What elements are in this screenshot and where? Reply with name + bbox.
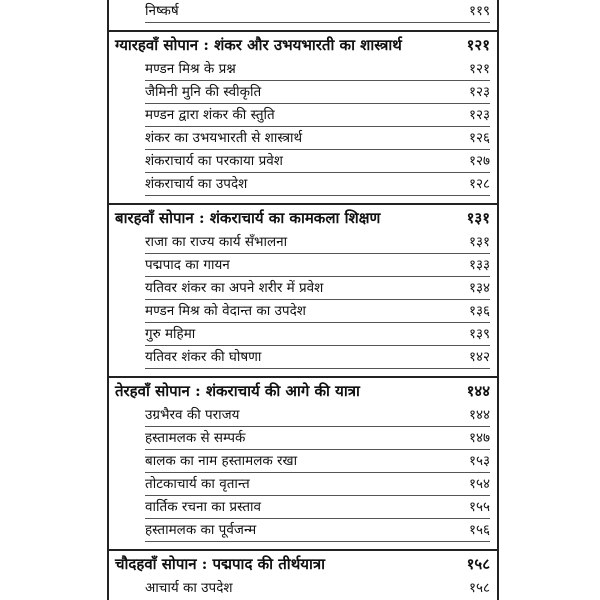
chapter-page: १२१ — [466, 36, 490, 54]
chapter-page: १५८ — [466, 555, 490, 573]
toc-entry — [145, 174, 490, 194]
entry-page: १३१ — [468, 234, 490, 250]
entry-underline — [145, 22, 490, 23]
entry-title: तोटकाचार्य का वृतान्त — [145, 476, 250, 492]
entry-page: १२६ — [468, 130, 490, 146]
toc-entry — [145, 128, 490, 148]
entry-page: १३६ — [468, 303, 490, 319]
left-border-line — [107, 0, 109, 600]
entry-page: १२१ — [468, 61, 490, 77]
entry-title: यतिवर शंकर की घोषणा — [145, 349, 262, 365]
entry-title: मण्डन मिश्र को वेदान्त का उपदेश — [145, 303, 306, 319]
section-divider — [107, 549, 499, 551]
entry-page: १५५ — [468, 499, 490, 515]
chapter-page: १३१ — [466, 209, 490, 227]
chapter-title: चौदहवाँ सोपान : पद्मपाद की तीर्थयात्रा — [115, 555, 326, 573]
entry-page: १५८ — [468, 580, 490, 596]
entry-underline — [145, 449, 490, 450]
right-border-line — [497, 0, 499, 600]
toc-entry — [145, 451, 490, 471]
toc-entry — [145, 520, 490, 540]
entry-title: बालक का नाम हस्तामलक रखा — [145, 453, 298, 469]
entry-underline — [145, 299, 490, 300]
entry-page: १३९ — [468, 326, 490, 342]
toc-entry — [145, 347, 490, 367]
entry-title: उग्रभैरव की पराजय — [145, 407, 240, 423]
entry-title: निष्कर्ष — [145, 3, 179, 19]
entry-page: १२३ — [468, 84, 490, 100]
entry-title: शंकराचार्य का परकाया प्रवेश — [145, 153, 283, 169]
toc-entry — [145, 578, 490, 598]
entry-page: १२३ — [468, 107, 490, 123]
entry-page: १२७ — [468, 153, 490, 169]
entry-underline — [145, 103, 490, 104]
toc-entry — [145, 324, 490, 344]
chapter-heading — [115, 381, 490, 401]
entry-underline — [145, 276, 490, 277]
chapter-page: १४४ — [466, 382, 490, 400]
entry-title: शंकर का उभयभारती से शास्त्रार्थ — [145, 130, 303, 146]
toc-entry — [145, 474, 490, 494]
entry-title: यतिवर शंकर का अपने शरीर में प्रवेश — [145, 280, 324, 296]
entry-page: १३४ — [468, 280, 490, 296]
entry-page: १४७ — [468, 430, 490, 446]
entry-title: पद्मपाद का गायन — [145, 257, 230, 273]
entry-underline — [145, 495, 490, 496]
toc-entry — [145, 405, 490, 425]
entry-page: १४२ — [468, 349, 490, 365]
entry-page: १२८ — [468, 176, 490, 192]
entry-underline — [145, 426, 490, 427]
entry-title: हस्तामलक से सम्पर्क — [145, 430, 246, 446]
entry-underline — [145, 368, 490, 369]
entry-title: मण्डन मिश्र के प्रश्न — [145, 61, 236, 77]
entry-title: जैमिनी मुनि की स्वीकृति — [145, 84, 262, 100]
entry-title: शंकराचार्य का उपदेश — [145, 176, 248, 192]
chapter-title: ग्यारहवाँ सोपान : शंकर और उभयभारती का शास्त्रार्थ — [115, 36, 402, 54]
toc-entry — [145, 428, 490, 448]
entry-underline — [145, 322, 490, 323]
entry-page: १३३ — [468, 257, 490, 273]
chapter-heading — [115, 554, 490, 574]
section-divider — [107, 30, 499, 32]
toc-entry — [145, 105, 490, 125]
toc-entry — [145, 82, 490, 102]
entry-underline — [145, 149, 490, 150]
chapter-title: बारहवाँ सोपान : शंकराचार्य का कामकला शिक्षण — [115, 209, 381, 227]
toc-entry — [145, 59, 490, 79]
entry-underline — [145, 80, 490, 81]
entry-title: वार्तिक रचना का प्रस्ताव — [145, 499, 262, 515]
entry-underline — [145, 345, 490, 346]
entry-page: १५४ — [468, 476, 490, 492]
entry-page: १५६ — [468, 522, 490, 538]
entry-underline — [145, 126, 490, 127]
entry-underline — [145, 518, 490, 519]
entry-underline — [145, 172, 490, 173]
entry-page: १४४ — [468, 407, 490, 423]
toc-entry — [145, 1, 490, 21]
entry-underline — [145, 253, 490, 254]
entry-page: ११९ — [468, 3, 490, 19]
chapter-title: तेरहवाँ सोपान : शंकराचार्य की आगे की यात्रा — [115, 382, 360, 400]
toc-entry — [145, 232, 490, 252]
entry-underline — [145, 472, 490, 473]
entry-underline — [145, 195, 490, 196]
entry-title: आचार्य का उपदेश — [145, 580, 233, 596]
section-divider — [107, 203, 499, 205]
toc-entry — [145, 278, 490, 298]
toc-entry — [145, 301, 490, 321]
chapter-heading — [115, 35, 490, 55]
entry-underline — [145, 541, 490, 542]
toc-entry — [145, 497, 490, 517]
section-divider — [107, 376, 499, 378]
entry-title: मण्डन द्वारा शंकर की स्तुति — [145, 107, 275, 123]
toc-entry — [145, 151, 490, 171]
entry-page: १५३ — [468, 453, 490, 469]
chapter-heading — [115, 208, 490, 228]
entry-title: राजा का राज्य कार्य सँभालना — [145, 234, 288, 250]
entry-title: हस्तामलक का पूर्वजन्म — [145, 522, 257, 538]
toc-entry — [145, 255, 490, 275]
entry-title: गुरु महिमा — [145, 326, 196, 342]
